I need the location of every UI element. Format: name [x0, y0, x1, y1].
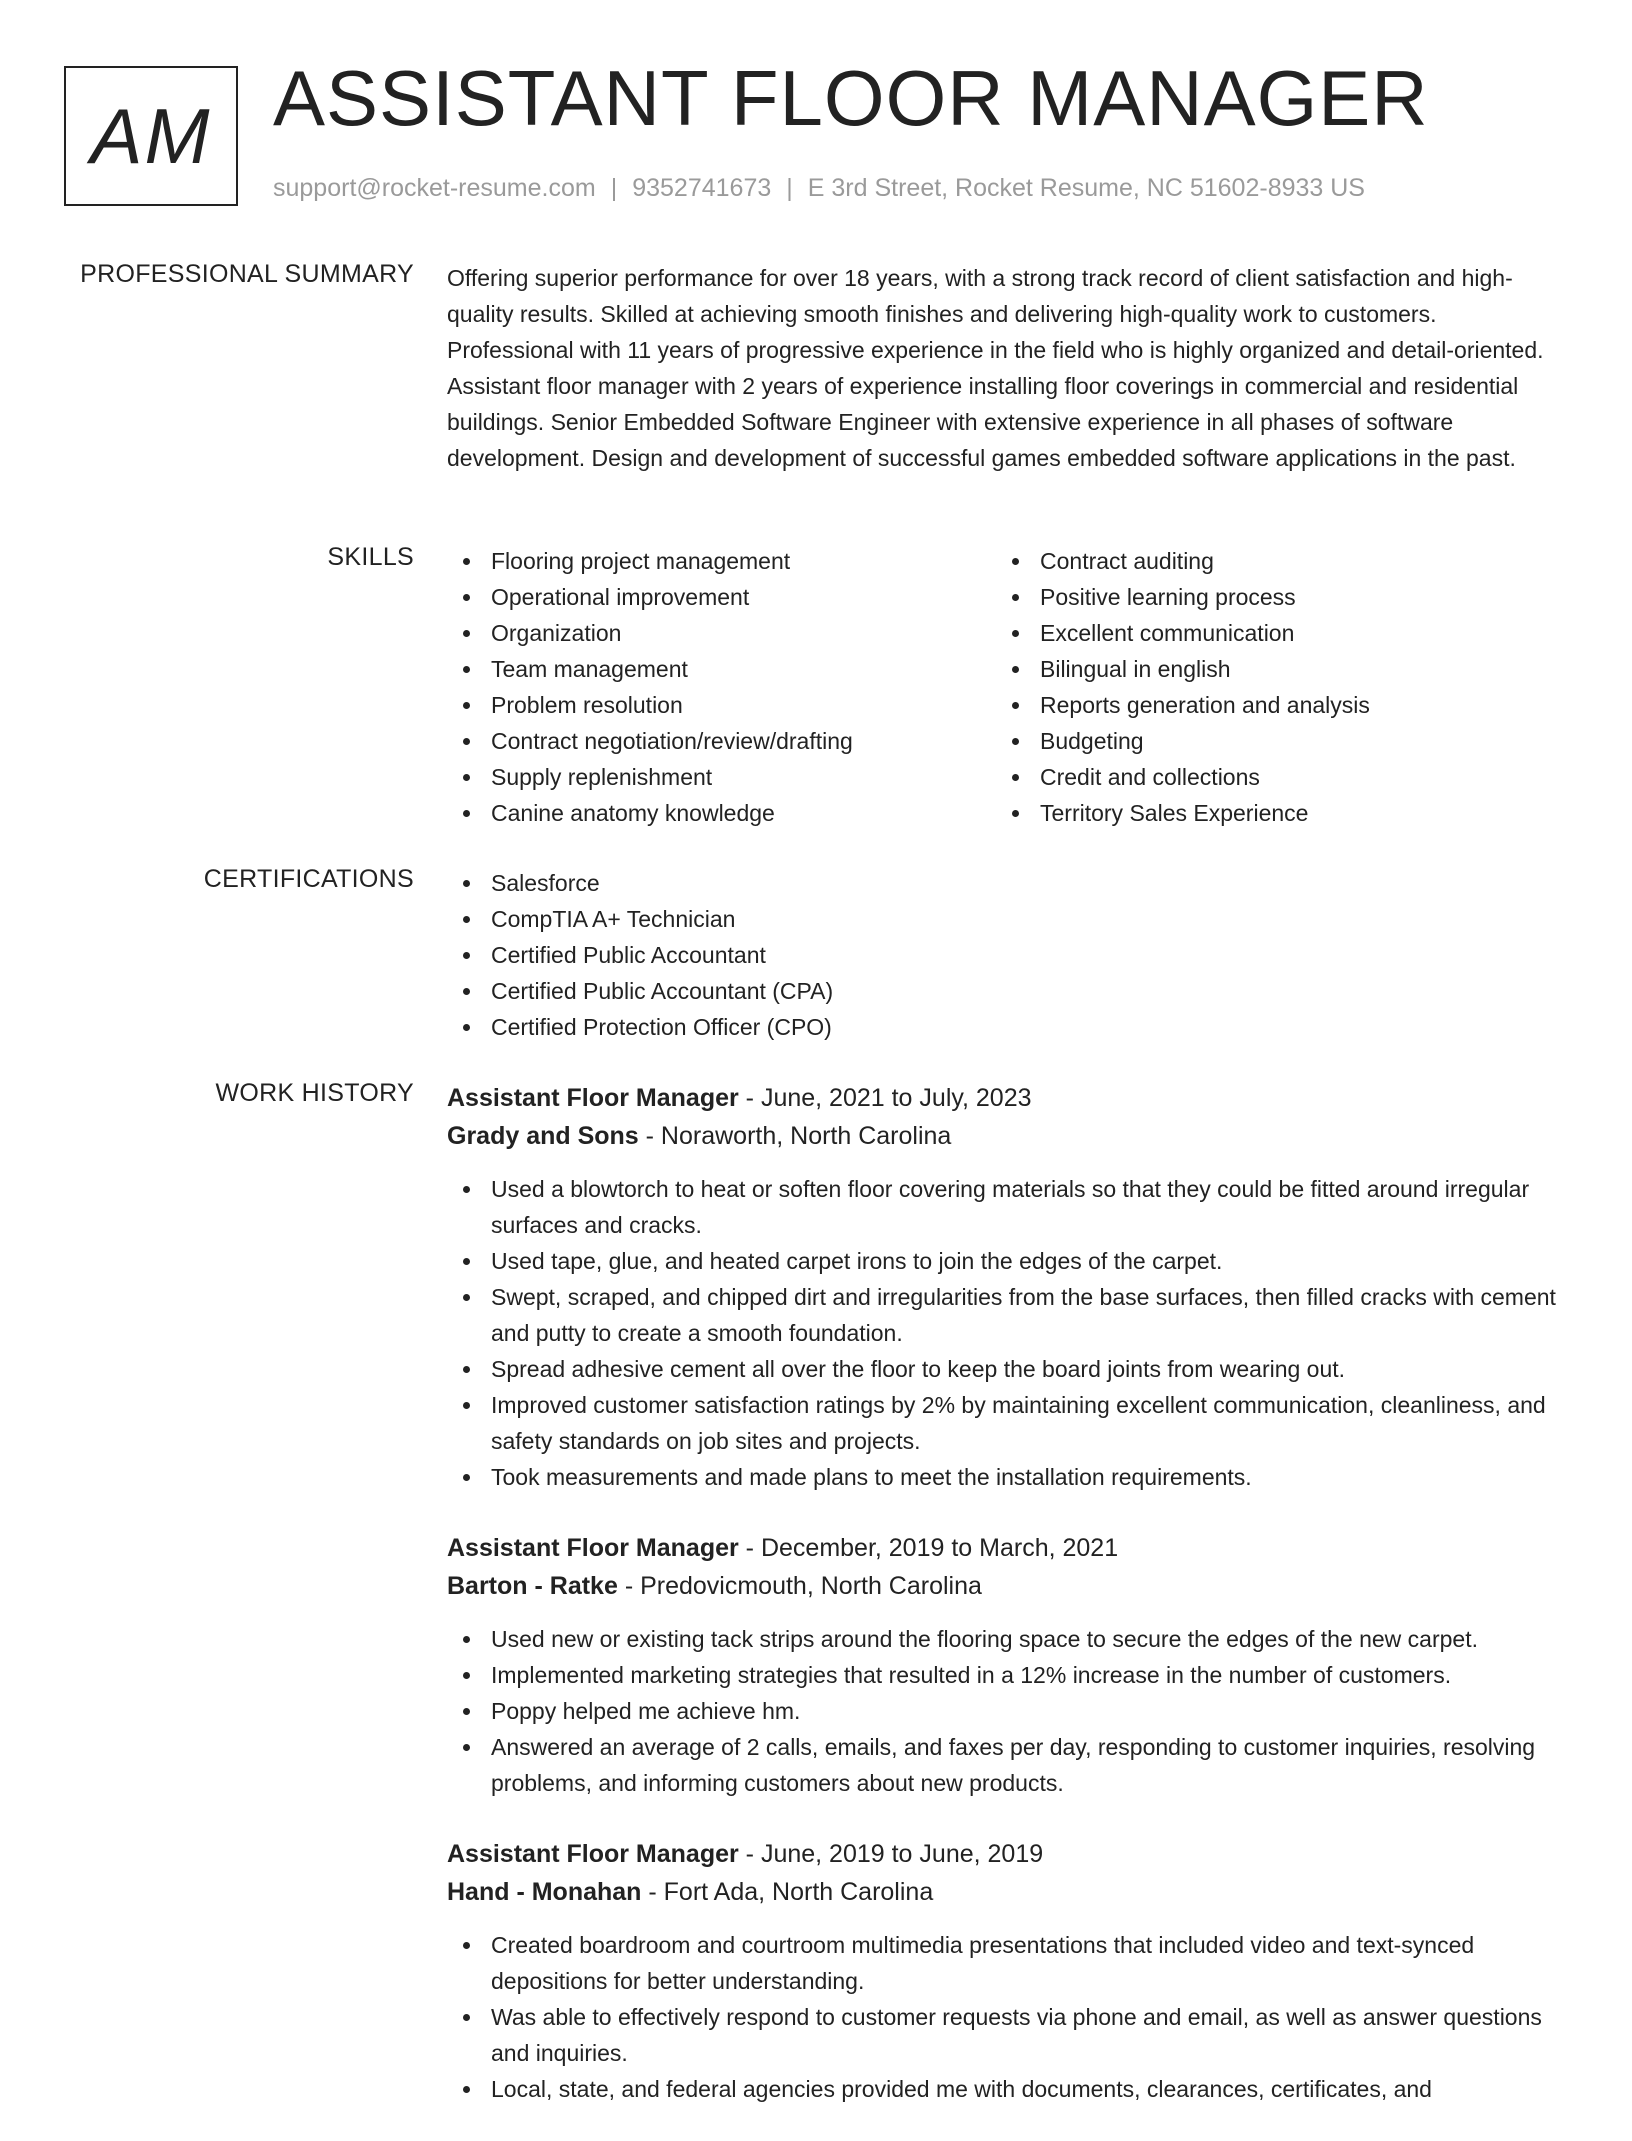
list-item: Poppy helped me achieve hm.	[447, 1693, 1562, 1729]
job-company: Grady and Sons	[447, 1122, 639, 1150]
work-history-jobs	[447, 1079, 1562, 2141]
list-item: Answered an average of 2 calls, emails, and faxes per day, responding to customer inquiries, resolving problems, and informing customers about new products.	[447, 1729, 1562, 1801]
list-item: Contract negotiation/review/drafting	[447, 723, 996, 759]
job-bullets	[447, 1621, 1562, 1801]
job-title: Assistant Floor Manager	[447, 1084, 739, 1112]
job-company-line	[447, 1873, 1562, 1911]
initials-text: AM	[90, 91, 212, 180]
skills-list-right	[996, 543, 1545, 831]
list-item: Spread adhesive cement all over the floor to keep the board joints from wearing out.	[447, 1351, 1562, 1387]
list-item: Operational improvement	[447, 579, 996, 615]
job-entry	[447, 1835, 1562, 2107]
job-location: - Predovicmouth, North Carolina	[617, 1572, 982, 1600]
list-item: Flooring project management	[447, 543, 996, 579]
list-item: CompTIA A+ Technician	[447, 901, 1562, 937]
job-location: - Noraworth, North Carolina	[638, 1122, 952, 1150]
list-item: Problem resolution	[447, 687, 996, 723]
list-item: Supply replenishment	[447, 759, 996, 795]
job-entry	[447, 1079, 1562, 1495]
list-item: Took measurements and made plans to meet the installation requirements.	[447, 1459, 1562, 1495]
job-dates: - June, 2019 to June, 2019	[738, 1840, 1044, 1868]
contact-separator: |	[786, 174, 793, 202]
job-company: Hand - Monahan	[447, 1878, 642, 1906]
job-title-line	[447, 1835, 1562, 1873]
list-item: Positive learning process	[996, 579, 1545, 615]
list-item: Organization	[447, 615, 996, 651]
list-item: Used new or existing tack strips around the flooring space to secure the edges of the new carpet.	[447, 1621, 1562, 1657]
list-item: Used a blowtorch to heat or soften floor covering materials so that they could be fitted around irregular surfaces and cracks.	[447, 1171, 1562, 1243]
contact-address: E 3rd Street, Rocket Resume, NC 51602-8933 US	[807, 174, 1365, 202]
job-company-line	[447, 1567, 1562, 1605]
list-item: Contract auditing	[996, 543, 1545, 579]
job-bullets	[447, 1927, 1562, 2107]
list-item: Was able to effectively respond to customer requests via phone and email, as well as answer questions and inquiries.	[447, 1999, 1562, 2071]
list-item: Canine anatomy knowledge	[447, 795, 996, 831]
job-dates: - December, 2019 to March, 2021	[738, 1534, 1119, 1562]
list-item: Credit and collections	[996, 759, 1545, 795]
list-item: Local, state, and federal agencies provided me with documents, clearances, certificates, and	[447, 2071, 1562, 2107]
list-item: Improved customer satisfaction ratings by 2% by maintaining excellent communication, cleanliness, and safety standards on job sites and projects.	[447, 1387, 1562, 1459]
list-item: Certified Public Accountant	[447, 937, 1562, 973]
job-entry	[447, 1529, 1562, 1801]
job-location: - Fort Ada, North Carolina	[641, 1878, 934, 1906]
section-label-skills: SKILLS	[327, 543, 414, 571]
job-title: Assistant Floor Manager	[447, 1534, 739, 1562]
summary-text: Offering superior performance for over 18 years, with a strong track record of client satisfaction and high-quality results. Skilled at achieving smooth finishes and delivering high-quality work to customers. Professional with 11 years of progressive experience in the field who is highly organized and detail-oriented. Assistant floor manager with 2 years of experience installing floor coverings in commercial and residential buildings. Senior Embedded Software Engineer with extensive experience in all phases of software development. Design and development of successful games embedded software applications in the past.	[447, 265, 1544, 471]
resume-title: ASSISTANT FLOOR MANAGER	[273, 54, 1429, 142]
list-item: Excellent communication	[996, 615, 1545, 651]
list-item: Certified Public Accountant (CPA)	[447, 973, 1562, 1009]
list-item: Salesforce	[447, 865, 1562, 901]
list-item: Reports generation and analysis	[996, 687, 1545, 723]
job-bullets	[447, 1171, 1562, 1495]
job-company-line	[447, 1117, 1562, 1155]
list-item: Swept, scraped, and chipped dirt and irregularities from the base surfaces, then filled cracks with cement and putty to create a smooth foundation.	[447, 1279, 1562, 1351]
job-title: Assistant Floor Manager	[447, 1840, 739, 1868]
list-item: Bilingual in english	[996, 651, 1545, 687]
list-item: Territory Sales Experience	[996, 795, 1545, 831]
section-label-work-history: WORK HISTORY	[215, 1079, 414, 1107]
contact-phone: 9352741673	[632, 174, 772, 202]
job-title-line	[447, 1079, 1562, 1117]
list-item: Budgeting	[996, 723, 1545, 759]
job-title-line	[447, 1529, 1562, 1567]
list-item: Implemented marketing strategies that resulted in a 12% increase in the number of customers.	[447, 1657, 1562, 1693]
job-dates: - June, 2021 to July, 2023	[738, 1084, 1032, 1112]
certifications-list	[447, 865, 1562, 1045]
contact-email: support@rocket-resume.com	[273, 174, 596, 202]
contact-line	[273, 174, 1365, 203]
list-item: Team management	[447, 651, 996, 687]
section-label-certifications: CERTIFICATIONS	[203, 865, 414, 893]
job-company: Barton - Ratke	[447, 1572, 618, 1600]
list-item: Used tape, glue, and heated carpet irons to join the edges of the carpet.	[447, 1243, 1562, 1279]
list-item: Created boardroom and courtroom multimedia presentations that included video and text-synced depositions for better understanding.	[447, 1927, 1562, 1999]
skills-list-left	[447, 543, 996, 831]
contact-separator: |	[610, 174, 618, 202]
list-item: Certified Protection Officer (CPO)	[447, 1009, 1562, 1045]
section-label-summary: PROFESSIONAL SUMMARY	[80, 260, 414, 288]
skills-grid	[447, 543, 1562, 831]
initials-monogram	[64, 66, 238, 206]
